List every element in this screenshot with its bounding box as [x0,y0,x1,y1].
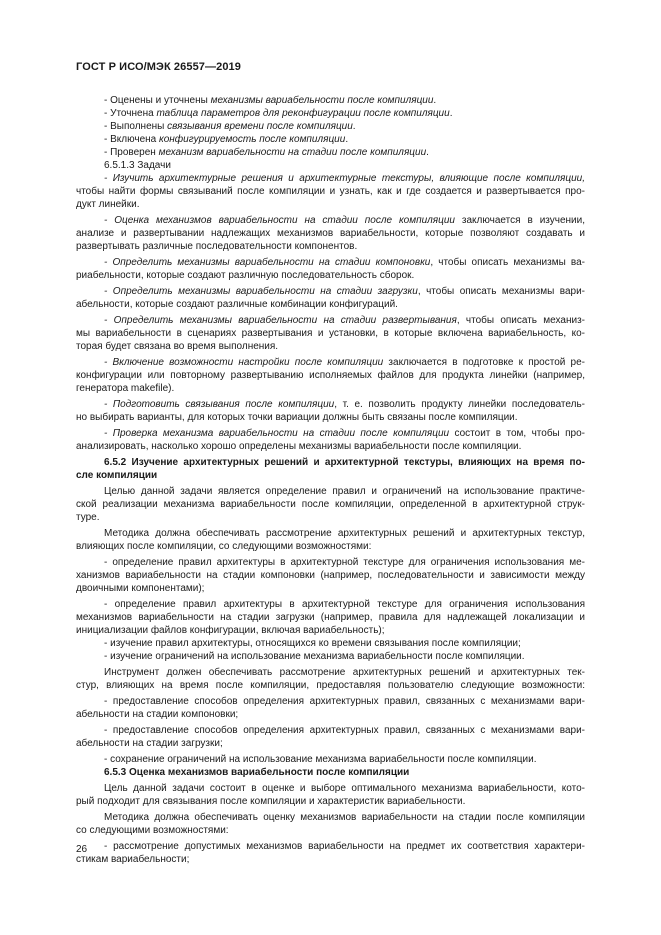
text-line [104,398,585,411]
text-run: генератора makefile). [76,383,175,394]
text-run: абельности на стадии компоновки; [76,709,239,720]
text-line [104,120,356,133]
text-line [76,440,521,453]
text-line [76,327,585,340]
text-line [104,811,585,824]
text-run: . [433,95,437,106]
text-line [76,227,585,240]
text-run: - Уточнена [104,108,157,119]
italic-term: конфигурируемость после компиляции [159,134,346,145]
page-number: 26 [76,844,88,855]
italic-term: - Подготовить связывания после компиляции [104,399,335,410]
text-line [76,824,229,837]
text-run: стур, влияющих на время после компиляции, предоставляя пользователю следующие возможности: [76,680,585,691]
text-line [76,795,465,808]
italic-term: - Определить механизмы вариабельности на стадии компоновки [104,257,431,268]
text-run: . [449,108,453,119]
text-run: , чтобы описать механиз- [456,315,585,326]
text-line [76,198,140,211]
text-run: мы вариабельности в сценариях развертывания и установки, в которые включена вариабельность, ко- [76,328,585,339]
text-line [76,340,278,353]
text-run: стикам вариабельности; [76,854,190,865]
text-line [104,314,585,327]
text-line [76,737,223,750]
text-run: торая будет связана во время выполнения. [76,341,279,352]
text-run: - рассмотрение допустимых механизмов вариабельности на предмет их соответствия характери- [104,841,585,852]
italic-term: - Оценка механизмов вариабельности на стадии после компиляции [104,215,455,226]
italic-term: таблица параметров для реконфигурации после компиляции [156,108,450,119]
text-run: , чтобы описать механизмы вари- [417,286,585,297]
text-line [76,298,398,311]
text-run: анализировать, насколько хорошо определены механизмы вариабельности после компиляции. [76,441,522,452]
text-run: Инструмент должен обеспечивать рассмотрение архитектурных решений и архитектурных тек- [104,667,585,678]
text-line [76,185,585,198]
text-line [104,753,536,766]
text-line [104,666,585,679]
text-line [76,582,204,595]
text-line [104,485,585,498]
text-run: развертывать различные последовательности компонентов. [76,241,358,252]
italic-term: - Проверка механизма вариабельности на стадии после компиляции [104,428,450,439]
text-run: - изучение правил архитектуры, относящихся ко времени связывания после компиляции; [104,638,521,649]
text-run: - предоставление способов определения архитектурных правил, связанных с механизмами вари- [104,696,585,707]
text-run: механизмов вариабельности на стадии загрузки (например, правила для надлежащей локализации и [76,612,585,623]
text-line [104,456,585,469]
italic-term: - Включение возможности настройки после компиляции [104,357,384,368]
text-line [104,650,525,663]
italic-term: - Определить механизмы вариабельности на стадии развертывания [104,315,457,326]
italic-term: - Изучить архитектурные решения и архитектурные текстуры, влияющие после компиляции, [104,173,585,184]
text-run: абельности на стадии загрузки; [76,738,223,749]
text-run: чтобы найти формы связываний после компиляции и узнать, как и где создается и развертывается про- [76,186,585,197]
page-header: ГОСТ Р ИСО/МЭК 26557—2019 [76,61,241,73]
text-line [104,214,585,227]
text-run: 6.5.3 Оценка механизмов вариабельности после компиляции [104,767,410,778]
text-run: 6.5.1.3 Задачи [104,160,171,171]
text-line [104,356,585,369]
text-line [104,172,585,185]
text-line [76,498,585,511]
text-run: - изучение ограничений на использование механизма вариабельности после компиляции. [104,651,525,662]
text-line [104,840,585,853]
text-line [76,708,238,721]
text-line [104,637,521,650]
text-line [104,133,348,146]
text-line [76,469,157,482]
text-line [76,611,585,624]
text-run: . [426,147,429,158]
italic-term: - Определить механизмы вариабельности на стадии загрузки [104,286,418,297]
text-run: Целью данной задачи является определение правил и ограничений на использование практиче- [104,486,585,497]
text-line [104,285,585,298]
text-run: риабельности, которые создают различную последовательность сборок. [76,270,415,281]
text-run: ханизмов вариабельности на стадии компоновки (например, последовательности и зависимости между [76,570,585,581]
text-run: рый подходит для связывания после компиляции и характеристик вариабельности. [76,796,466,807]
text-run: . [352,121,356,132]
text-run: со следующими возможностями: [76,825,229,836]
text-run: анализе и развертывании надлежащих механизмов вариабельности, которые позволяют создавать и [76,228,585,239]
text-line [76,240,357,253]
text-line [76,679,585,692]
text-line [104,724,585,737]
text-run: , т. е. позволить продукту линейки последователь- [334,399,585,410]
text-run: - сохранение ограничений на использование механизма вариабельности после компиляции. [104,754,537,765]
text-run: - Проверен [104,147,159,158]
text-run: сле компиляции [76,470,158,481]
text-line [104,107,452,120]
text-run: абельности, которые создают различные комбинации конфигураций. [76,299,398,310]
text-run: , чтобы описать механизмы ва- [430,257,585,268]
text-run: . [345,134,349,145]
text-line [104,427,585,440]
text-line [76,540,371,553]
text-run: состоит в том, чтобы про- [449,428,585,439]
text-run: дукт линейки. [76,199,140,210]
text-run: влияющих после компиляции, со следующими возможностями: [76,541,372,552]
text-run: - Выполнены [104,121,168,132]
text-run: - определение правил архитектуры в архитектурной текстуре для ограничения использования ме- [104,557,585,568]
italic-term: связывания времени после компиляции [167,121,353,132]
text-line [76,569,585,582]
italic-term: механизмы вариабельности после компиляции [210,95,434,106]
text-line [76,853,189,866]
text-run: конфигурации или повторному развертыванию исполняемых файлов для продукта линейки (например, [76,370,585,381]
text-run: туре. [76,512,100,523]
text-run: - предоставление способов определения архитектурных правил, связанных с механизмами вари- [104,725,585,736]
text-line [76,624,385,637]
text-line [104,94,436,107]
text-line [76,411,518,424]
text-run: Цель данной задачи состоит в оценке и выборе оптимального механизма вариабельности, кото- [104,783,585,794]
text-line [104,146,429,159]
text-line [76,269,414,282]
text-run: 6.5.2 Изучение архитектурных решений и архитектурной текстуры, влияющих на время по- [104,457,585,468]
text-run: - Оценены и уточнены [104,95,211,106]
text-run: ской реализации механизма вариабельности после компиляции, определенной в архитектурной струк- [76,499,585,510]
text-line [76,382,174,395]
text-line [104,695,585,708]
text-line [104,782,585,795]
text-line [104,556,585,569]
text-line [104,159,171,172]
text-run: заключается в подготовке к простой ре- [383,357,585,368]
text-line [76,369,585,382]
text-run: заключается в изучении, [455,215,585,226]
text-line [104,766,409,779]
text-run: Методика должна обеспечивать рассмотрение архитектурных решений и архитектурных текстур, [104,528,585,539]
text-run: инициализации файлов конфигурации, включая вариабельность); [76,625,385,636]
text-line [104,598,585,611]
text-run: Методика должна обеспечивать оценку механизмов вариабельности на стадии после компиляции [104,812,585,823]
text-line [104,527,585,540]
text-run: но выбирать варианты, для которых точки вариации должны быть связаны после компиляции. [76,412,518,423]
text-run: - определение правил архитектуры в архитектурной текстуре для ограничения использования [104,599,585,610]
text-run: - Включена [104,134,160,145]
text-run: двоичными компонентами); [76,583,205,594]
italic-term: механизм вариабельности на стадии после компиляции [158,147,427,158]
text-line [104,256,585,269]
text-line [76,511,99,524]
